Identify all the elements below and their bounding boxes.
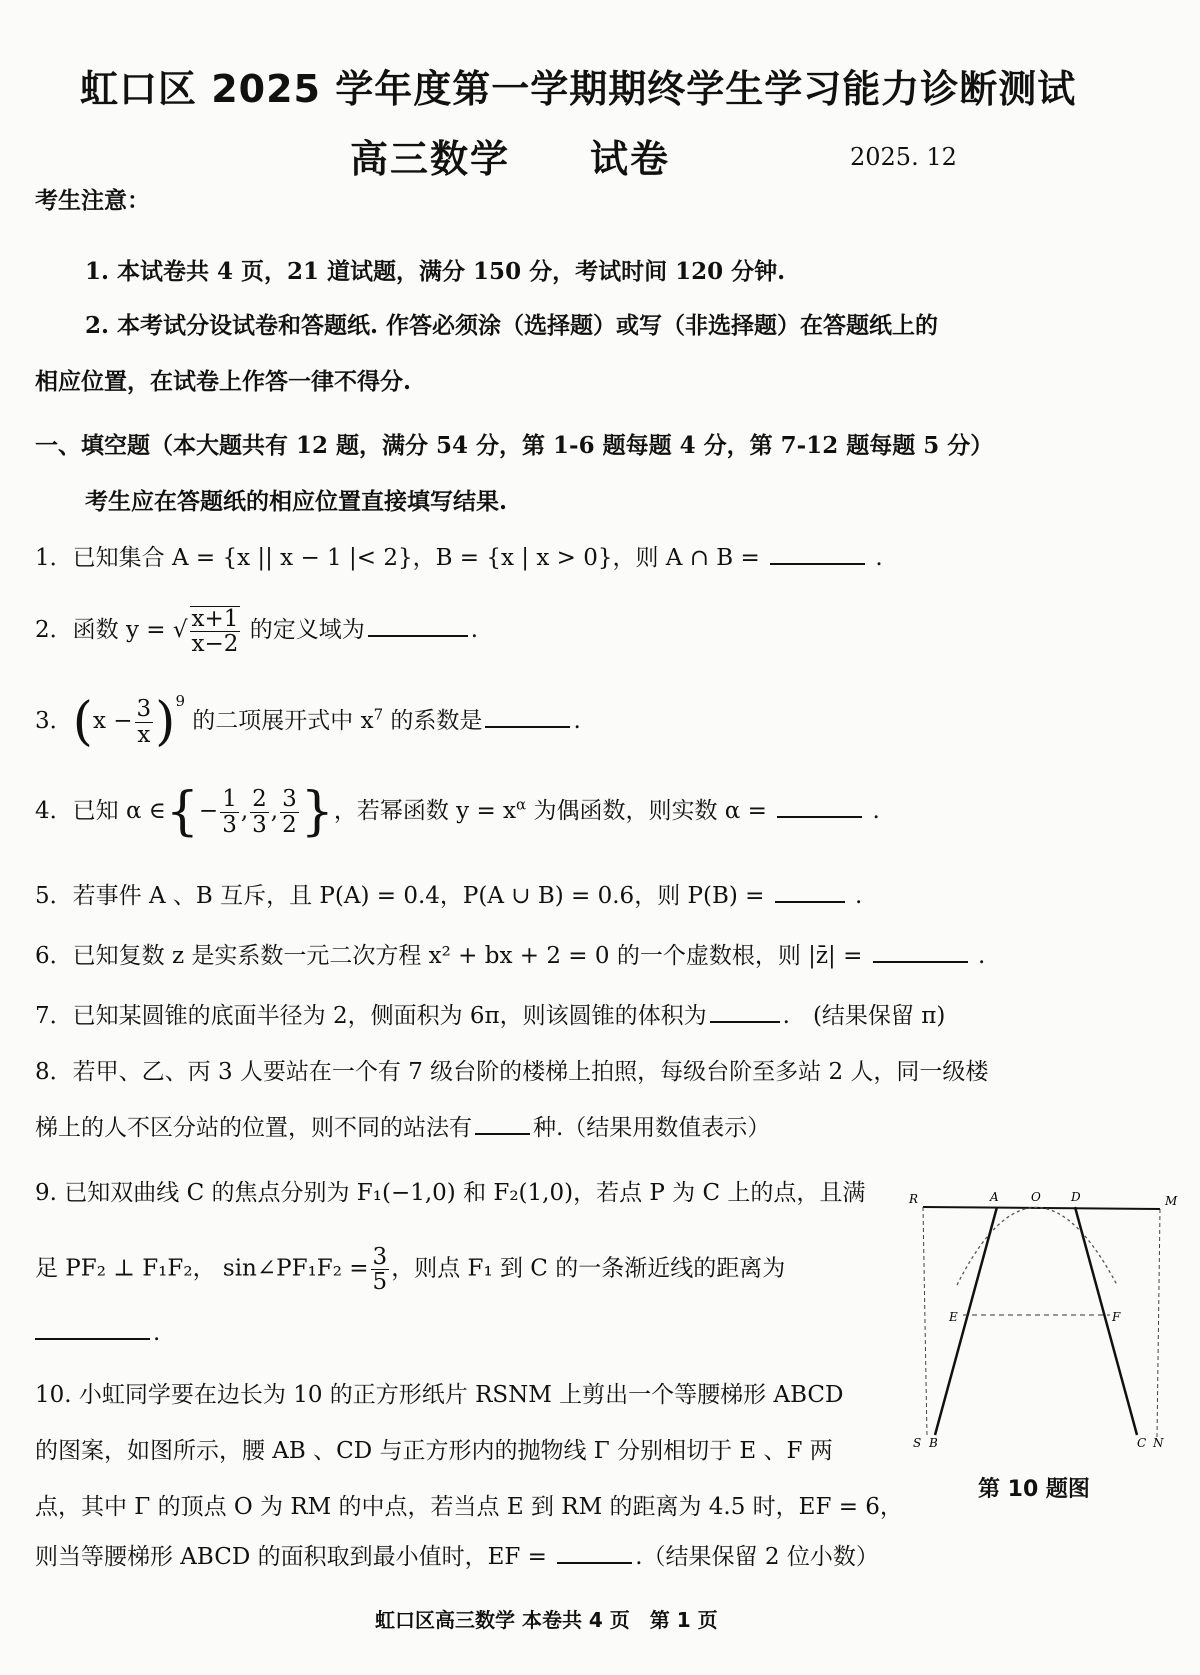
q3-end: . — [573, 708, 581, 734]
question-10-line1: 10. 小虹同学要在边长为 10 的正方形纸片 RSNM 上剪出一个等腰梯形 ABCD — [35, 1382, 844, 1408]
question-1 — [35, 545, 883, 573]
q9-line2b: ，则点 F₁ 到 C 的一条渐近线的距离为 — [391, 1255, 786, 1282]
brace-right: } — [300, 782, 334, 842]
q9-line2a: 足 PF₂ ⊥ F₁F₂， sin∠PF₁F₂ = — [35, 1255, 369, 1282]
q9-fraction — [371, 1245, 390, 1294]
answer-blank-10[interactable] — [557, 1560, 632, 1564]
question-8-line2 — [35, 1115, 770, 1143]
q4-end: . — [865, 798, 880, 824]
q8-line2b: 种.（结果用数值表示） — [533, 1115, 771, 1141]
answer-blank-1[interactable] — [770, 561, 865, 565]
label-e: E — [949, 1310, 958, 1324]
question-9-line3 — [35, 1320, 160, 1348]
exam-title: 虹口区 2025 学年度第一学期期终学生学习能力诊断测试 — [80, 67, 1077, 111]
question-5 — [35, 883, 862, 911]
label-f: F — [1112, 1310, 1121, 1324]
q4-f1-den: 3 — [222, 811, 237, 838]
q2-denominator: x−2 — [191, 631, 239, 658]
sqrt-symbol: √ — [172, 617, 188, 644]
question-2 — [35, 606, 478, 656]
answer-blank-4[interactable] — [777, 814, 862, 818]
q4-f2-den: 3 — [252, 811, 267, 838]
question-3 — [35, 692, 581, 752]
figure-caption: 第 10 题图 — [978, 1477, 1090, 1502]
q2-prefix: 2．函数 — [35, 617, 126, 644]
q4-f1-num: 1 — [222, 786, 237, 813]
label-b: B — [929, 1436, 938, 1450]
question-4: 4．已知 α ∈{− $\frac{1}{3}$ , $\frac{2}{3}$ , $\frac{3}{2}$ }，若幂函数 $y = x^\alpha$ 为偶函数，则实数 α = . — [35, 782, 880, 842]
leg-cd — [1075, 1207, 1137, 1435]
label-r: R — [909, 1192, 919, 1206]
q6-end: . — [970, 943, 986, 969]
q4-prefix: 4．已知 α ∈ — [35, 798, 166, 824]
segment-mn — [1157, 1209, 1160, 1437]
answer-blank-5[interactable] — [775, 899, 845, 903]
q3-numerator: 3 — [136, 696, 152, 723]
answer-blank-8[interactable] — [475, 1131, 530, 1135]
q3-body-exponent: 7 — [373, 705, 384, 724]
q4-body: ，若幂函数 y = x — [333, 798, 516, 824]
q10-line4b: .（结果保留 2 位小数） — [635, 1544, 879, 1570]
exam-subtitle: 高三数学 试卷 — [350, 137, 671, 181]
q3-fraction — [135, 697, 154, 746]
q3-exponent: 9 — [175, 692, 185, 710]
label-m: M — [1165, 1194, 1178, 1208]
q5-text: 5．若事件 A 、B 互斥，且 P(A) = 0.4，P(A ∪ B) = 0.6，则 P(B) = — [35, 883, 772, 909]
q9-end: . — [153, 1320, 161, 1346]
q1-body: A = {x || x − 1 |< 2}，B = {x | x > 0}，则 A ∩ B = — [171, 545, 768, 571]
notice-item-1: 1. 本试卷共 4 页，21 道试题，满分 150 分，考试时间 120 分钟. — [85, 258, 786, 285]
q10-line4a: 则当等腰梯形 ABCD 的面积取到最小值时，EF = — [35, 1544, 555, 1570]
paren-left: ( — [72, 692, 93, 752]
answer-blank-2[interactable] — [368, 633, 468, 637]
question-10-line2: 的图案，如图所示，腰 AB 、CD 与正方形内的抛物线 Γ 分别相切于 E 、F 两 — [35, 1438, 833, 1464]
q4-frac-1 — [220, 787, 239, 836]
answer-blank-3[interactable] — [485, 724, 570, 728]
answer-blank-9[interactable] — [35, 1336, 150, 1340]
question-10-line3: 点，其中 Γ 的顶点 O 为 RM 的中点，若当点 E 到 RM 的距离为 4.5 时，EF = 6， — [35, 1494, 903, 1520]
section-instruction: 考生应在答题纸的相应位置直接填写结果. — [85, 488, 508, 515]
q2-fraction — [190, 606, 241, 656]
q7-end: . (结果保留 π) — [782, 1003, 946, 1029]
figure-q10 — [905, 1185, 1185, 1470]
answer-blank-6[interactable] — [873, 959, 968, 963]
question-7 — [35, 1003, 945, 1031]
label-a: A — [990, 1190, 999, 1204]
q2-end: . — [470, 617, 479, 644]
q4-frac-3 — [280, 787, 299, 836]
q2-numerator: x+1 — [191, 606, 239, 632]
q4-f3-num: 3 — [282, 786, 297, 813]
q9-denominator: 5 — [372, 1269, 388, 1296]
q3-prefix: 3． — [35, 708, 73, 734]
notice-item-2-line1: 2. 本考试分设试卷和答题纸. 作答必须涂（选择题）或写（非选择题）在答题纸上的 — [85, 312, 939, 339]
q7-text: 7．已知某圆锥的底面半径为 2，侧面积为 6π，则该圆锥的体积为 — [35, 1003, 707, 1029]
exam-date: 2025. 12 — [850, 143, 957, 171]
q1-end: . — [868, 545, 883, 571]
q4-body-end: 为偶函数，则实数 α = — [526, 798, 775, 824]
minus-sign: − — [198, 798, 219, 824]
section-heading: 一、填空题（本大题共有 12 题，满分 54 分，第 1-6 题每题 4 分，第 7-12 题每题 5 分） — [35, 432, 994, 459]
q4-body-exponent: α — [516, 795, 527, 814]
q4-frac-2 — [250, 787, 269, 836]
q2-y: y = — [125, 617, 166, 644]
label-d: D — [1071, 1190, 1081, 1204]
q6-text: 6．已知复数 z 是实系数一元二次方程 x² + bx + 2 = 0 的一个虚数根，则 |z̄| = — [35, 943, 870, 969]
label-c: C — [1137, 1436, 1147, 1450]
q1-prefix: 1．已知集合 — [35, 545, 172, 571]
segment-rs — [923, 1207, 927, 1437]
q3-body: 的二项展开式中 x — [184, 708, 374, 734]
leg-ab — [935, 1207, 997, 1435]
page-footer: 虹口区高三数学 本卷共 4 页 第 1 页 — [375, 1608, 718, 1632]
q9-numerator: 3 — [372, 1244, 388, 1270]
question-10-line4 — [35, 1544, 879, 1572]
q4-f3-den: 2 — [282, 811, 297, 838]
brace-left: { — [165, 782, 199, 842]
notice-heading: 考生注意： — [35, 188, 150, 214]
question-6 — [35, 943, 985, 971]
q8-line2a: 梯上的人不区分站的位置，则不同的站法有 — [35, 1115, 472, 1141]
question-8-line1: 8．若甲、乙、丙 3 人要站在一个有 7 级台阶的楼梯上拍照，每级台阶至多站 2 人，同一级楼 — [35, 1059, 989, 1085]
question-9-line2 — [35, 1245, 785, 1294]
question-9-line1: 9. 已知双曲线 C 的焦点分别为 F₁(−1,0) 和 F₂(1,0)，若点 P 为 C 上的点，且满 — [35, 1180, 866, 1206]
q3-body-end: 的系数是 — [383, 708, 483, 734]
label-s: S — [913, 1436, 922, 1450]
label-o: O — [1031, 1190, 1041, 1204]
q4-f2-num: 2 — [252, 786, 267, 813]
answer-blank-7[interactable] — [710, 1019, 780, 1023]
q5-end: . — [847, 883, 863, 909]
label-n: N — [1153, 1436, 1164, 1450]
paren-right: ) — [155, 692, 176, 752]
q3-x: x − — [92, 708, 133, 734]
notice-item-2-line2: 相应位置，在试卷上作答一律不得分. — [35, 368, 412, 395]
q3-denominator: x — [137, 721, 151, 748]
q2-body: 的定义域为 — [242, 617, 365, 644]
